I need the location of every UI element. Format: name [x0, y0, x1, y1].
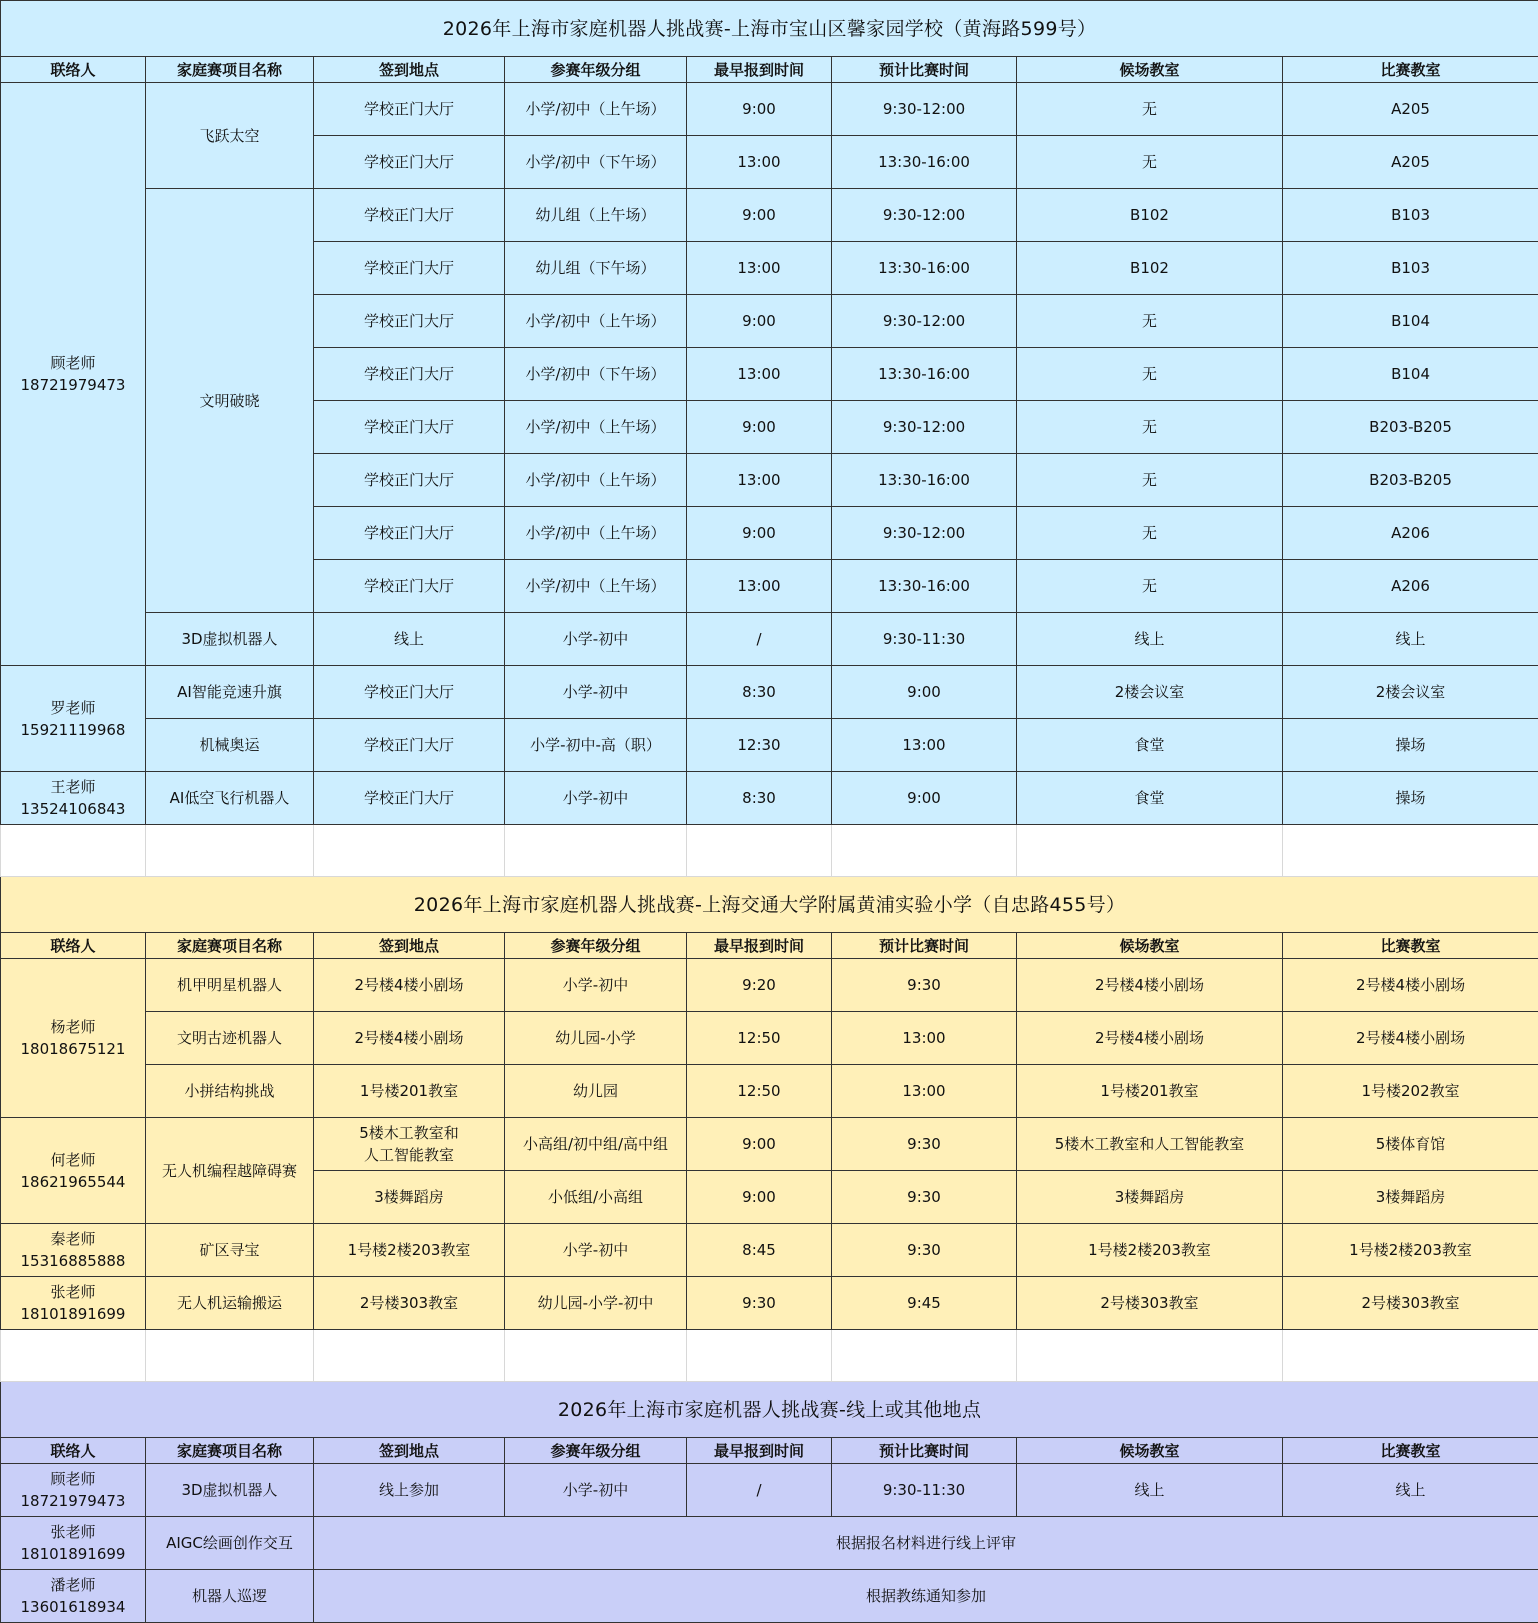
- contact-name: 张老师: [5, 1521, 141, 1543]
- contact-phone: 13524106843: [5, 798, 141, 820]
- note-cell: 根据教练通知参加: [314, 1570, 1538, 1623]
- group-cell: 幼儿组（下午场）: [505, 242, 687, 295]
- contact-name: 罗老师: [5, 697, 141, 719]
- contact-cell: [1, 1277, 146, 1330]
- contact-cell: [1, 959, 146, 1118]
- contact-phone: 18018675121: [5, 1038, 141, 1060]
- group-cell: 小学-初中: [505, 1464, 687, 1517]
- empty-cell: [1283, 1330, 1538, 1382]
- contact-cell: [1, 1570, 146, 1623]
- section-title: 2026年上海市家庭机器人挑战赛-上海市宝山区馨家园学校（黄海路599号）: [1, 1, 1538, 57]
- contact-phone: 18621965544: [5, 1171, 141, 1193]
- contact-cell: [1, 1464, 146, 1517]
- contact-phone: 13601618934: [5, 1596, 141, 1618]
- check-in-location-cell: 2号楼4楼小剧场: [314, 1012, 505, 1065]
- contact-name: 顾老师: [5, 352, 141, 374]
- earliest-arrival-cell: 13:00: [687, 348, 832, 401]
- match-time-cell: 13:00: [832, 719, 1017, 772]
- waiting-room-cell: 无: [1017, 83, 1283, 136]
- project-name-cell: 机器人巡逻: [146, 1570, 314, 1623]
- waiting-room-cell: 5楼木工教室和人工智能教室: [1017, 1118, 1283, 1171]
- contact-cell: [1, 1118, 146, 1224]
- check-in-location-cell: 学校正门大厅: [314, 454, 505, 507]
- check-in-location-cell: 学校正门大厅: [314, 401, 505, 454]
- contact-phone: 18721979473: [5, 374, 141, 396]
- check-in-location-cell: 1号楼2楼203教室: [314, 1224, 505, 1277]
- contact-name: 张老师: [5, 1281, 141, 1303]
- check-in-location-cell: 学校正门大厅: [314, 189, 505, 242]
- group-cell: 幼儿园-小学-初中: [505, 1277, 687, 1330]
- group-cell: 小学/初中（上午场）: [505, 507, 687, 560]
- earliest-arrival-cell: 9:00: [687, 1171, 832, 1224]
- empty-cell: [1, 1330, 146, 1382]
- check-in-location-cell: 2号楼303教室: [314, 1277, 505, 1330]
- earliest-arrival-cell: 12:30: [687, 719, 832, 772]
- section-title: 2026年上海市家庭机器人挑战赛-线上或其他地点: [1, 1382, 1538, 1438]
- group-cell: 小学-初中: [505, 959, 687, 1012]
- earliest-arrival-cell: /: [687, 613, 832, 666]
- check-in-location-cell: 线上参加: [314, 1464, 505, 1517]
- table-row: [1, 1277, 1538, 1330]
- check-in-location-cell: 学校正门大厅: [314, 136, 505, 189]
- empty-cell: [505, 825, 687, 877]
- match-time-cell: 9:30-11:30: [832, 613, 1017, 666]
- table-row: [1, 1517, 1538, 1570]
- match-room-cell: 线上: [1283, 1464, 1538, 1517]
- project-name-cell: 矿区寻宝: [146, 1224, 314, 1277]
- table-row: [1, 1224, 1538, 1277]
- empty-cell: [832, 825, 1017, 877]
- waiting-room-cell: 2号楼4楼小剧场: [1017, 959, 1283, 1012]
- column-header: 参赛年级分组: [505, 57, 687, 83]
- match-time-cell: 9:30: [832, 1171, 1017, 1224]
- group-cell: 小学-初中: [505, 772, 687, 825]
- contact-name: 杨老师: [5, 1016, 141, 1038]
- project-name-cell: 机械奥运: [146, 719, 314, 772]
- column-header: 预计比赛时间: [832, 57, 1017, 83]
- check-in-location-cell: 学校正门大厅: [314, 295, 505, 348]
- column-header: 联络人: [1, 933, 146, 959]
- contact-cell: [1, 666, 146, 772]
- waiting-room-cell: 2楼会议室: [1017, 666, 1283, 719]
- waiting-room-cell: 无: [1017, 295, 1283, 348]
- match-room-cell: 2号楼4楼小剧场: [1283, 959, 1538, 1012]
- earliest-arrival-cell: 9:00: [687, 189, 832, 242]
- column-header: 家庭赛项目名称: [146, 1438, 314, 1464]
- table-row: [1, 189, 1538, 242]
- earliest-arrival-cell: 9:00: [687, 401, 832, 454]
- project-name-cell: 3D虚拟机器人: [146, 1464, 314, 1517]
- earliest-arrival-cell: 13:00: [687, 136, 832, 189]
- empty-cell: [314, 825, 505, 877]
- column-header: 预计比赛时间: [832, 933, 1017, 959]
- project-name-cell: 文明古迹机器人: [146, 1012, 314, 1065]
- table-row: [1, 1065, 1538, 1118]
- column-header: 家庭赛项目名称: [146, 933, 314, 959]
- spacer-row: [1, 825, 1538, 877]
- group-cell: 小低组/小高组: [505, 1171, 687, 1224]
- waiting-room-cell: 无: [1017, 348, 1283, 401]
- section-title-row: [1, 1, 1538, 57]
- match-time-cell: 9:00: [832, 772, 1017, 825]
- column-header: 联络人: [1, 1438, 146, 1464]
- group-cell: 幼儿园: [505, 1065, 687, 1118]
- waiting-room-cell: 1号楼201教室: [1017, 1065, 1283, 1118]
- note-cell: 根据报名材料进行线上评审: [314, 1517, 1538, 1570]
- match-time-cell: 13:00: [832, 1065, 1017, 1118]
- check-in-location-cell: 学校正门大厅: [314, 507, 505, 560]
- match-room-cell: B103: [1283, 242, 1538, 295]
- check-in-location-cell: 3楼舞蹈房: [314, 1171, 505, 1224]
- group-cell: 小学/初中（上午场）: [505, 295, 687, 348]
- match-time-cell: 9:30-12:00: [832, 507, 1017, 560]
- waiting-room-cell: 2号楼4楼小剧场: [1017, 1012, 1283, 1065]
- group-cell: 小学/初中（上午场）: [505, 560, 687, 613]
- project-name-cell: 3D虚拟机器人: [146, 613, 314, 666]
- project-name-cell: 无人机运输搬运: [146, 1277, 314, 1330]
- earliest-arrival-cell: 9:20: [687, 959, 832, 1012]
- group-cell: 小学-初中: [505, 666, 687, 719]
- match-time-cell: 13:30-16:00: [832, 348, 1017, 401]
- check-in-location-cell: 学校正门大厅: [314, 83, 505, 136]
- match-time-cell: 9:30: [832, 959, 1017, 1012]
- group-cell: 幼儿组（上午场）: [505, 189, 687, 242]
- match-room-cell: 操场: [1283, 719, 1538, 772]
- project-name-cell: 飞跃太空: [146, 83, 314, 189]
- match-room-cell: 3楼舞蹈房: [1283, 1171, 1538, 1224]
- waiting-room-cell: 线上: [1017, 1464, 1283, 1517]
- contact-phone: 18101891699: [5, 1543, 141, 1565]
- column-header: 候场教室: [1017, 1438, 1283, 1464]
- table-row: [1, 772, 1538, 825]
- contact-cell: [1, 1224, 146, 1277]
- check-in-location-cell: 5楼木工教室和 人工智能教室: [314, 1118, 505, 1171]
- contact-phone: 18721979473: [5, 1490, 141, 1512]
- waiting-room-cell: 食堂: [1017, 772, 1283, 825]
- column-header: 最早报到时间: [687, 933, 832, 959]
- column-header: 预计比赛时间: [832, 1438, 1017, 1464]
- column-header: 候场教室: [1017, 933, 1283, 959]
- match-room-cell: A205: [1283, 136, 1538, 189]
- empty-cell: [687, 825, 832, 877]
- match-time-cell: 13:30-16:00: [832, 136, 1017, 189]
- earliest-arrival-cell: 9:00: [687, 295, 832, 348]
- contact-cell: [1, 1517, 146, 1570]
- column-header: 家庭赛项目名称: [146, 57, 314, 83]
- table-row: [1, 1118, 1538, 1171]
- group-cell: 小学-初中: [505, 1224, 687, 1277]
- earliest-arrival-cell: 13:00: [687, 242, 832, 295]
- waiting-room-cell: 无: [1017, 136, 1283, 189]
- group-cell: 小高组/初中组/高中组: [505, 1118, 687, 1171]
- project-name-cell: AIGC绘画创作交互: [146, 1517, 314, 1570]
- group-cell: 小学/初中（上午场）: [505, 83, 687, 136]
- match-room-cell: B103: [1283, 189, 1538, 242]
- empty-cell: [146, 1330, 314, 1382]
- section-title-row: [1, 1382, 1538, 1438]
- contact-cell: [1, 772, 146, 825]
- spacer-row: [1, 1330, 1538, 1382]
- column-header: 最早报到时间: [687, 1438, 832, 1464]
- check-in-location-cell: 线上: [314, 613, 505, 666]
- waiting-room-cell: B102: [1017, 242, 1283, 295]
- waiting-room-cell: 2号楼303教室: [1017, 1277, 1283, 1330]
- project-name-cell: 无人机编程越障碍赛: [146, 1118, 314, 1224]
- column-header: 参赛年级分组: [505, 1438, 687, 1464]
- header-row: [1, 1438, 1538, 1464]
- group-cell: 幼儿园-小学: [505, 1012, 687, 1065]
- table-row: [1, 613, 1538, 666]
- group-cell: 小学/初中（上午场）: [505, 454, 687, 507]
- match-time-cell: 9:30: [832, 1118, 1017, 1171]
- column-header: 候场教室: [1017, 57, 1283, 83]
- match-room-cell: 2号楼4楼小剧场: [1283, 1012, 1538, 1065]
- project-name-cell: 文明破晓: [146, 189, 314, 613]
- empty-cell: [146, 825, 314, 877]
- check-in-location-cell: 学校正门大厅: [314, 348, 505, 401]
- column-header: 比赛教室: [1283, 57, 1538, 83]
- group-cell: 小学/初中（下午场）: [505, 348, 687, 401]
- earliest-arrival-cell: 9:00: [687, 83, 832, 136]
- contact-cell: [1, 83, 146, 666]
- group-cell: 小学/初中（上午场）: [505, 401, 687, 454]
- match-room-cell: 5楼体育馆: [1283, 1118, 1538, 1171]
- match-room-cell: B104: [1283, 348, 1538, 401]
- match-room-cell: 1号楼202教室: [1283, 1065, 1538, 1118]
- empty-cell: [687, 1330, 832, 1382]
- waiting-room-cell: B102: [1017, 189, 1283, 242]
- match-time-cell: 9:30-12:00: [832, 401, 1017, 454]
- empty-cell: [505, 1330, 687, 1382]
- contact-name: 王老师: [5, 776, 141, 798]
- match-room-cell: A206: [1283, 507, 1538, 560]
- contact-name: 顾老师: [5, 1468, 141, 1490]
- match-time-cell: 9:30-12:00: [832, 295, 1017, 348]
- match-time-cell: 9:30-11:30: [832, 1464, 1017, 1517]
- match-time-cell: 9:30-12:00: [832, 83, 1017, 136]
- group-cell: 小学/初中（下午场）: [505, 136, 687, 189]
- match-time-cell: 13:30-16:00: [832, 454, 1017, 507]
- waiting-room-cell: 1号楼2楼203教室: [1017, 1224, 1283, 1277]
- match-time-cell: 9:30-12:00: [832, 189, 1017, 242]
- project-name-cell: AI智能竞速升旗: [146, 666, 314, 719]
- contact-name: 何老师: [5, 1149, 141, 1171]
- match-room-cell: B203-B205: [1283, 454, 1538, 507]
- section-title-row: [1, 877, 1538, 933]
- column-header: 比赛教室: [1283, 1438, 1538, 1464]
- waiting-room-cell: 无: [1017, 560, 1283, 613]
- check-in-location-cell: 学校正门大厅: [314, 560, 505, 613]
- match-time-cell: 9:45: [832, 1277, 1017, 1330]
- table-row: [1, 959, 1538, 1012]
- waiting-room-cell: 线上: [1017, 613, 1283, 666]
- project-name-cell: 小拼结构挑战: [146, 1065, 314, 1118]
- match-room-cell: 线上: [1283, 613, 1538, 666]
- header-row: [1, 933, 1538, 959]
- match-room-cell: A205: [1283, 83, 1538, 136]
- match-time-cell: 13:00: [832, 1012, 1017, 1065]
- check-in-location-cell: 2号楼4楼小剧场: [314, 959, 505, 1012]
- match-time-cell: 9:00: [832, 666, 1017, 719]
- earliest-arrival-cell: 8:30: [687, 772, 832, 825]
- match-time-cell: 13:30-16:00: [832, 242, 1017, 295]
- match-room-cell: 2楼会议室: [1283, 666, 1538, 719]
- waiting-room-cell: 无: [1017, 454, 1283, 507]
- match-room-cell: 操场: [1283, 772, 1538, 825]
- contact-name: 潘老师: [5, 1574, 141, 1596]
- contact-phone: 15316885888: [5, 1250, 141, 1272]
- table-row: [1, 719, 1538, 772]
- waiting-room-cell: 3楼舞蹈房: [1017, 1171, 1283, 1224]
- header-row: [1, 57, 1538, 83]
- column-header: 签到地点: [314, 933, 505, 959]
- table-row: [1, 1570, 1538, 1623]
- match-time-cell: 13:30-16:00: [832, 560, 1017, 613]
- earliest-arrival-cell: 9:30: [687, 1277, 832, 1330]
- column-header: 签到地点: [314, 1438, 505, 1464]
- check-in-location-cell: 学校正门大厅: [314, 666, 505, 719]
- empty-cell: [1017, 825, 1283, 877]
- waiting-room-cell: 无: [1017, 401, 1283, 454]
- empty-cell: [1, 825, 146, 877]
- empty-cell: [832, 1330, 1017, 1382]
- empty-cell: [314, 1330, 505, 1382]
- check-in-location-cell: 学校正门大厅: [314, 772, 505, 825]
- column-header: 签到地点: [314, 57, 505, 83]
- match-room-cell: B203-B205: [1283, 401, 1538, 454]
- earliest-arrival-cell: 13:00: [687, 454, 832, 507]
- earliest-arrival-cell: 12:50: [687, 1065, 832, 1118]
- earliest-arrival-cell: 8:45: [687, 1224, 832, 1277]
- table-row: [1, 83, 1538, 136]
- match-room-cell: 2号楼303教室: [1283, 1277, 1538, 1330]
- empty-cell: [1017, 1330, 1283, 1382]
- earliest-arrival-cell: 9:00: [687, 1118, 832, 1171]
- earliest-arrival-cell: 9:00: [687, 507, 832, 560]
- column-header: 参赛年级分组: [505, 933, 687, 959]
- table-row: [1, 1012, 1538, 1065]
- column-header: 比赛教室: [1283, 933, 1538, 959]
- project-name-cell: AI低空飞行机器人: [146, 772, 314, 825]
- group-cell: 小学-初中: [505, 613, 687, 666]
- earliest-arrival-cell: /: [687, 1464, 832, 1517]
- project-name-cell: 机甲明星机器人: [146, 959, 314, 1012]
- contact-phone: 18101891699: [5, 1303, 141, 1325]
- check-in-location-cell: 学校正门大厅: [314, 242, 505, 295]
- earliest-arrival-cell: 8:30: [687, 666, 832, 719]
- match-room-cell: A206: [1283, 560, 1538, 613]
- earliest-arrival-cell: 12:50: [687, 1012, 832, 1065]
- column-header: 最早报到时间: [687, 57, 832, 83]
- table-row: [1, 1464, 1538, 1517]
- waiting-room-cell: 食堂: [1017, 719, 1283, 772]
- contact-phone: 15921119968: [5, 719, 141, 741]
- waiting-room-cell: 无: [1017, 507, 1283, 560]
- table-row: [1, 666, 1538, 719]
- earliest-arrival-cell: 13:00: [687, 560, 832, 613]
- match-room-cell: 1号楼2楼203教室: [1283, 1224, 1538, 1277]
- match-time-cell: 9:30: [832, 1224, 1017, 1277]
- check-in-location-cell: 1号楼201教室: [314, 1065, 505, 1118]
- check-in-location-cell: 学校正门大厅: [314, 719, 505, 772]
- match-room-cell: B104: [1283, 295, 1538, 348]
- column-header: 联络人: [1, 57, 146, 83]
- contact-name: 秦老师: [5, 1228, 141, 1250]
- empty-cell: [1283, 825, 1538, 877]
- group-cell: 小学-初中-高（职）: [505, 719, 687, 772]
- section-title: 2026年上海市家庭机器人挑战赛-上海交通大学附属黄浦实验小学（自忠路455号）: [1, 877, 1538, 933]
